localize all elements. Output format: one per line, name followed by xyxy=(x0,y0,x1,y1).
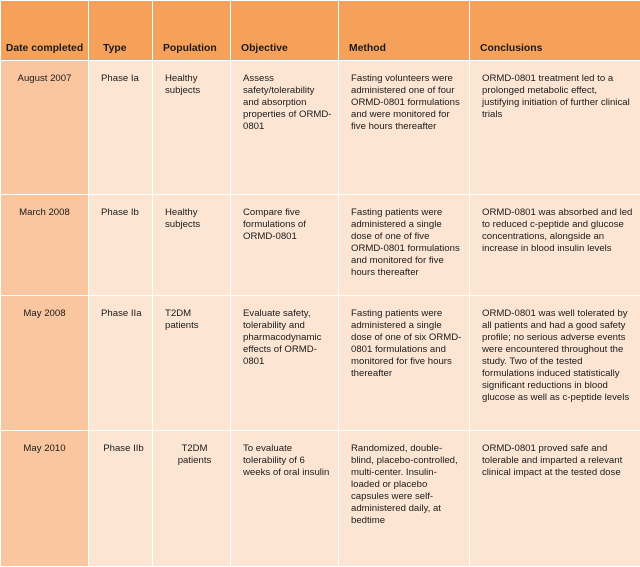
header-objective: Objective xyxy=(231,1,339,61)
cell-population: T2DM patients xyxy=(153,296,231,431)
cell-conclusions: ORMD-0801 proved safe and tolerable and imparted a relevant clinical impact at the tested dose xyxy=(470,431,640,567)
table-row xyxy=(1,431,640,567)
cell-population: Healthy subjects xyxy=(153,61,231,195)
cell-date-completed: March 2008 xyxy=(1,195,89,296)
cell-objective: Evaluate safety, tolerability and pharmacodynamic effects of ORMD-0801 xyxy=(231,296,339,431)
cell-objective: To evaluate tolerability of 6 weeks of oral insulin xyxy=(231,431,339,567)
header-date-completed: Date completed xyxy=(1,1,89,61)
cell-conclusions: ORMD-0801 was well tolerated by all patients and had a good safety profile; no serious adverse events were encountered throughout the study. Two of the tested formulations induced statistically significant reductions in blood glucose as well as c-peptide levels xyxy=(470,296,640,431)
cell-method: Fasting volunteers were administered one of four ORMD-0801 formulations and were monitored for five hours thereafter xyxy=(339,61,470,195)
cell-objective: Compare five formulations of ORMD-0801 xyxy=(231,195,339,296)
table-row xyxy=(1,195,640,296)
table-header xyxy=(1,1,640,61)
header-population: Population xyxy=(153,1,231,61)
table-row xyxy=(1,61,640,195)
cell-method: Randomized, double-blind, placebo-controlled, multi-center. Insulin-loaded or placebo capsules were self-administered daily, at bedtime xyxy=(339,431,470,567)
cell-method: Fasting patients were administered a single dose of one of five ORMD-0801 formulations and monitored for five hours thereafter xyxy=(339,195,470,296)
header-type: Type xyxy=(89,1,153,61)
header-conclusions: Conclusions xyxy=(470,1,640,61)
table-body xyxy=(1,61,640,567)
cell-objective: Assess safety/tolerability and absorption properties of ORMD-0801 xyxy=(231,61,339,195)
table-row xyxy=(1,296,640,431)
cell-date-completed: August 2007 xyxy=(1,61,89,195)
cell-type: Phase IIa xyxy=(89,296,153,431)
header-row xyxy=(1,1,640,61)
header-method: Method xyxy=(339,1,470,61)
cell-conclusions: ORMD-0801 was absorbed and led to reduced c-peptide and glucose concentrations, alongside an increase in blood insulin levels xyxy=(470,195,640,296)
cell-conclusions: ORMD-0801 treatment led to a prolonged metabolic effect, justifying initiation of further clinical trials xyxy=(470,61,640,195)
cell-date-completed: May 2008 xyxy=(1,296,89,431)
cell-date-completed: May 2010 xyxy=(1,431,89,567)
cell-population: T2DM patients xyxy=(153,431,231,567)
cell-type: Phase Ia xyxy=(89,61,153,195)
cell-type: Phase IIb xyxy=(89,431,153,567)
cell-type: Phase Ib xyxy=(89,195,153,296)
cell-method: Fasting patients were administered a single dose of one of six ORMD-0801 formulations and monitored for five hours thereafter xyxy=(339,296,470,431)
cell-population: Healthy subjects xyxy=(153,195,231,296)
